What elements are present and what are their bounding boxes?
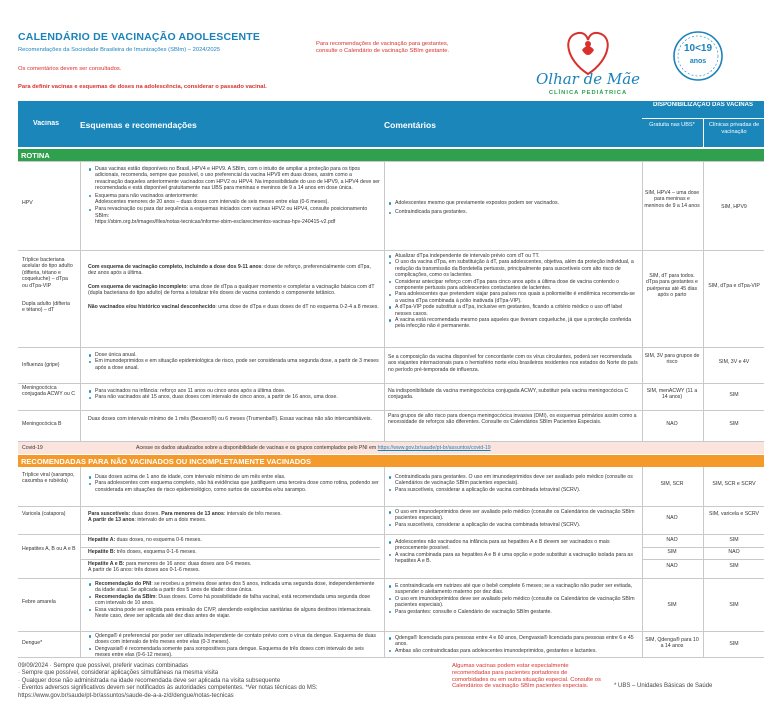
hepatite-a-gratuita: NÃO (666, 537, 678, 543)
influenza-scheme-1: Dose única anual. (88, 352, 380, 358)
menb-gratuita: NÃO (666, 421, 678, 427)
triplice-gratuita: SIM, dT para todos. dTpa para gestantes e puérperas até 45 dias após o parto (646, 273, 698, 299)
dengue-comment-1: Qdenga® licenciada para pessoas entre 4 e 60 anos, Dengvaxia® licenciada para pessoas entre 6 e 45 anos. (388, 635, 638, 648)
triplice-viral-comment-1: Contraindicada para gestantes. O uso em imunodeprimidos deve ser avaliado pelo médico (consulte os Calendários de vacinação SBIm pacientes especiais). (388, 474, 638, 487)
influenza-comment: Se a composição da vacina disponível for concordante com os vírus circulantes, poderá ser recomendada aos viajantes internacionais para o hemisfério norte e/ou brasileiros residentes nos estados do Norte do país no período pré-temporada de influenza. (388, 354, 638, 373)
badge-age: 10<19 (683, 43, 713, 54)
varicela-scheme-1-bold: Para suscetíveis: (88, 511, 131, 517)
hepatite-ab-gratuita: NÃO (666, 563, 678, 569)
menacwy-scheme-2: Para não vacinados até 15 anos, duas doses com intervalo de cinco anos, a partir de 16 anos, uma dose. (88, 394, 380, 400)
col-gratuita: Gratuita nas UBS* (649, 122, 695, 128)
febre-scheme-2-bold: Recomendação da SBIm (95, 593, 156, 600)
footer-line-4: · Eventos adversos significativos devem ser notificados às autoridades competentes. *Ver notas técnicas do MS: (18, 685, 318, 692)
row-divider (18, 347, 764, 348)
varicela-scheme-1-text2: : intervalo de três meses. (223, 511, 282, 517)
dengue-gratuita: SIM, Qdenga® para 10 a 14 anos (645, 637, 699, 650)
row-divider (18, 410, 764, 411)
sub-row-divider (80, 547, 380, 548)
febre-gratuita: SIM (667, 602, 677, 608)
hepatite-b-scheme (88, 549, 380, 555)
triplice-viral-scheme-1: Duas doses acima de 1 ano de idade, com intervalo mínimo de um mês entre elas. (88, 474, 380, 480)
hepatite-ab-scheme (88, 561, 380, 574)
febre-privada: SIM (729, 602, 739, 608)
menacwy-privada: SIM (729, 392, 739, 398)
varicela-gratuita: NÃO (666, 515, 678, 521)
dengue-comments (388, 635, 638, 654)
febre-comment-1: É contraindicada em nutrizes até que o bebê complete 6 meses; se a vacinação não puder ser evitada, suspender o aleitamento materno por dez dias. (388, 583, 638, 596)
col-divider (384, 161, 385, 442)
page-subtitle: Recomendações da Sociedade Brasileira de Imunizações (SBIm) – 2024/2025 (18, 47, 221, 53)
logo-subtitle: CLÍNICA PEDIÁTRICA (548, 90, 628, 96)
gestantes-note-line2: consulte o Calendário de vacinação SBIm gestante. (316, 48, 450, 54)
col-divider (703, 467, 704, 657)
footer-line-2: · Sempre que possível, considerar aplicações simultâneas na mesma visita (18, 670, 219, 677)
hepatites-comment-1: Adolescentes não vacinados na infância para as hepatites A e B devem ser vacinados o mais precocemente possível. (388, 539, 638, 552)
influenza-scheme-2: Em imunodeprimidos e em situação epidemiológica de risco, pode ser considerada uma segunda dose, a partir de 3 meses após a dose anual. (88, 358, 380, 371)
dengue-comment-2: Ambas são contraindicadas para adolescentes imunodeprimidos, gestantes e lactantes. (388, 648, 638, 654)
hepatite-ab-text: para menores de 16 anos: duas doses aos 0-6 meses. (125, 561, 252, 567)
hepatite-a-label: Hepatite A: (88, 537, 116, 543)
row-divider (18, 534, 764, 535)
hepatites-comment-2: A vacina combinada para as hepatites A e B é uma opção e pode substituir a vacinação isolada para as hepatites A e B. (388, 552, 638, 565)
vaccine-triplice (22, 257, 74, 314)
row-divider (18, 441, 764, 442)
col-divider (642, 161, 643, 442)
clinic-logo (526, 24, 650, 110)
triplice-scheme-2-text: : uma dose de dTpa a qualquer momento e completar a vacinação básica com dT (dupla bacteriana do tipo adulto) de forma a totalizar três doses de vacina contendo o componente tetânico. (88, 283, 375, 297)
dengue-privada: SIM (729, 641, 739, 647)
febre-comment-2: O uso em imunodeprimidos deve ser avaliado pelo médico (consulte os Calendários de vacinação SBIm pacientes especiais). (388, 596, 638, 609)
gestantes-note (316, 41, 516, 55)
logo-text: Olhar de Mãe (535, 70, 641, 88)
febre-scheme-3: Essa vacina pode ser exigida para emissão do CIVP, atendendo exigências sanitárias de alguns destinos internacionais. Neste caso, deve ser aplicada até dez dias antes de viajar. (88, 607, 380, 620)
age-badge (672, 30, 724, 82)
triplice-viral-privada: SIM, SCR e SCRV (712, 481, 756, 487)
varicela-scheme-2 (88, 517, 380, 523)
vaccine-febre-amarela: Febre amarela (22, 599, 56, 605)
triplice-scheme-1 (88, 264, 380, 277)
varicela-comment-1: O uso em imunodeprimidos deve ser avaliado pelo médico (consulte os Calendários de vacinação SBIm pacientes especiais). (388, 509, 638, 522)
hepatite-b-label: Hepatite B: (88, 549, 116, 555)
hepatite-b-text: três doses, esquema 0-1-6 meses. (116, 549, 197, 555)
age-badge-circle-icon (672, 30, 724, 82)
badge-unit: anos (689, 58, 707, 65)
comments-note: Os comentários devem ser consultados. (18, 66, 122, 72)
row-divider (18, 250, 764, 251)
dengue-scheme-1: Qdenga® é preferencial por poder ser utilizada independente de contato prévio com o vírus da dengue. Esquema de duas doses com intervalo de três meses entre elas (0-3 meses). (88, 633, 380, 646)
covid-info (136, 445, 636, 451)
triplice-scheme-1-text: : dose de reforço, preferencialmente com dTpa, dez anos após a última. (88, 264, 371, 277)
hpv-scheme-2a: Esquema para não vacinados anteriormente: (95, 192, 199, 199)
triplice-scheme-3 (88, 304, 380, 310)
section-rotina: ROTINA (18, 149, 764, 161)
menb-privada: SIM (729, 421, 739, 427)
triplice-comment-5: A dTpa-VIP pode substituir a dTpa, inclusive em gestantes, ficando a critério médico o uso off label nesses casos. (388, 304, 638, 317)
footer-link-notas-tecnicas[interactable]: https://www.gov.br/saude/pt-br/assuntos/saude-de-a-a-z/d/dengue/notas-tecnicas (18, 692, 234, 699)
menacwy-scheme-1: Para vacinados na infância: reforço aos 11 anos ou cinco anos após a última dose. (88, 388, 380, 394)
row-divider (18, 506, 764, 507)
hepatites-comments (388, 539, 638, 565)
row-divider (18, 578, 764, 579)
hepatite-a-text: duas doses, no esquema 0-6 meses. (116, 537, 202, 543)
triplice-schemes (88, 264, 380, 310)
hepatite-a-scheme (88, 537, 380, 543)
hepatite-ab-label: Hepatite A e B: (88, 561, 125, 567)
vaccine-covid: Covid-19 (22, 445, 43, 451)
hpv-gratuita: SIM, HPV4 – uma dose para meninas e meninos de 9 a 14 anos (644, 190, 700, 209)
vaccine-dt-name: Dupla adulto (difteria e tétano) – dT (22, 301, 70, 314)
hpv-privada: SIM, HPV9 (721, 204, 747, 210)
varicela-schemes (88, 511, 380, 524)
col-esquemas: Esquemas e recomendações (80, 120, 197, 130)
menb-scheme: Duas doses com intervalo mínimo de 1 mês (Bexsero®) ou 6 meses (Trumenba®). Essas vacinas não são intercambiáveis. (88, 416, 372, 422)
triplice-comment-4: Para adolescentes que pretendem viajar para países nos quais a poliomielite é endêmica recomenda-se a vacina dTpa combinada à pólio inativada (dTpa-VIP). (388, 291, 638, 304)
section-recomendadas: RECOMENDADAS PARA NÃO VACINADOS OU INCOMPLETAMENTE VACINADOS (18, 455, 764, 467)
triplice-viral-gratuita: SIM, SCR (660, 481, 684, 487)
varicela-scheme-2-bold: A partir de 13 anos (88, 517, 135, 524)
triplice-scheme-2 (88, 284, 380, 297)
febre-scheme-2 (88, 594, 380, 607)
col-vacinas: Vacinas (32, 120, 60, 127)
febre-comments (388, 583, 638, 615)
row-divider (18, 161, 764, 162)
triplice-comment-1: Atualizar dTpa independente de intervalo prévio com dT ou TT. (388, 253, 638, 259)
triplice-scheme-3-text: : uma dose de dTpa e duas doses de dT no esquema 0-2-4 a 8 meses. (215, 303, 379, 310)
febre-scheme-1 (88, 581, 380, 594)
menacwy-schemes (88, 388, 380, 401)
varicela-scheme-2-text: : intervalo de um a dois meses. (134, 517, 207, 524)
dengue-schemes (88, 633, 380, 659)
vaccine-triplice-viral: Tríplice viral (sarampo, caxumba e rubéola) (22, 472, 75, 485)
footer-line-1: 09/09/2024 · Sempre que possível, preferir vacinas combinadas (18, 663, 189, 669)
menb-comment: Para grupos de alto risco para doença meningocócica invasiva (DMI), os esquemas primários assim como a necessidade de reforços são diferentes. Consulte os Calendários SBIm Pacientes Especiais. (388, 413, 637, 426)
febre-scheme-1-bold: Recomendação do PNI (95, 581, 152, 587)
hepatite-b-gratuita: SIM (667, 549, 677, 555)
hepatite-b-privada: NÃO (728, 549, 740, 555)
vaccine-influenza: Influenza (gripe) (22, 362, 60, 368)
hpv-comment-1: Adolescentes mesmo que previamente expostos podem ser vacinados. (388, 200, 638, 206)
col-divider (703, 161, 704, 442)
varicela-comments (388, 509, 638, 528)
triplice-scheme-1-bold: Com esquema de vacinação completo, incluindo a dose dos 9-11 anos (88, 264, 262, 270)
hpv-scheme-3a: Para revacinação ou para dar sequência a esquemas iniciados com vacinas HPV2 ou HPV4, consulte posicionamento SBIm: (95, 206, 368, 219)
col-comentarios: Comentários (384, 120, 436, 130)
triplice-viral-scheme-2: Para adolescentes com esquema completo, não há evidências que justifiquem uma terceira dose como rotina, podendo ser considerada em situações de risco epidemiológico, como surtos de caxumba e/ou sarampo. (88, 480, 380, 493)
menacwy-comment: Na indisponibilidade da vacina meningocócica conjugada ACWY, substituir pela vacina meningocócica C conjugada. (388, 388, 629, 401)
col-disponibilizacao: DISPONIBILIZAÇÃO DAS VACINAS (653, 102, 753, 108)
vaccine-hepatites: Hepatites A, B ou A e B (22, 546, 76, 552)
hpv-posicionamento-link[interactable]: https://sbim.org.br/images/files/notas-tecnicas/informe-sbim-esclarecimentos-vacinas-hpv-240415-v2.pdf (95, 219, 336, 226)
febre-schemes (88, 581, 380, 619)
footer-special-note: Algumas vacinas podem estar especialmente recomendadas para pacientes portadores de comorbidades ou em outra situação especial. Consulte os Calendários de vacinação SBIm pacientes especiais. (452, 663, 601, 690)
page-title: CALENDÁRIO DE VACINAÇÃO ADOLESCENTE (18, 31, 261, 43)
hpv-scheme-2b: Adolescentes menores de 20 anos – duas doses com intervalo de seis meses entre elas (0-6 meses). (95, 199, 329, 206)
varicela-scheme-1-bold2: Para menores de 13 anos (161, 511, 224, 517)
hpv-comments (388, 200, 638, 216)
febre-scheme-2-text: : Duas doses. Como há possibilidade de falha vacinal, está recomendada uma segunda dose com intervalo de 10 anos. (95, 593, 371, 607)
vaccine-menb: Meningocócica B (22, 421, 62, 427)
hpv-scheme-2 (88, 193, 380, 206)
col-divider (80, 467, 81, 657)
influenza-schemes (88, 352, 380, 371)
vaccine-varicela: Varicela (catapora) (22, 511, 66, 517)
vaccine-dengue: Dengue* (22, 640, 43, 646)
row-divider (18, 657, 764, 658)
dengue-scheme-2: Dengvaxia® é recomendada somente para soropositivos para dengue. Esquema de três doses com intervalo de seis meses entre elas (0-6-12 meses). (88, 646, 380, 659)
triplice-comment-2: O uso da vacina dTpa, em substituição à dT, para adolescentes, objetiva, além da proteção individual, a redução da transmissão da Bordetella pertussis, principalmente para suscetíveis com alto risco de complicações, como os lactentes. (388, 259, 638, 278)
covid-link[interactable]: https://www.gov.br/saude/pt-br/assuntos/covid-19 (377, 445, 491, 451)
footer-ubs-note: * UBS – Unidades Básicas de Saúde (614, 683, 713, 689)
vaccine-dtpa-name: Tríplice bacteriana acelular do tipo adulto (difteria, tétano e coqueluche) – dTpa ou dTpa-VIP (22, 257, 73, 289)
hepatite-ab-text2: A partir de 16 anos: três doses aos 0-1-6 meses. (88, 567, 200, 574)
footer-notes (18, 663, 438, 700)
gestantes-note-line1: Para recomendações de vacinação para gestantes, (316, 41, 449, 47)
vaccine-menacwy: Meningocócica conjugada ACWY ou C (22, 385, 75, 398)
triplice-comment-6: A vacina está recomendada mesmo para aqueles que tiveram coqueluche, já que a proteção conferida pela infecção não é permanente. (388, 317, 638, 330)
varicela-privada: SIM, varicela e SCRV (708, 511, 760, 517)
sub-row-divider (80, 559, 380, 560)
varicela-comment-2: Para suscetíveis, considerar a aplicação de vacina combinada tetraviral (SCRV). (388, 522, 638, 528)
hepatite-ab-privada: SIM (729, 563, 739, 569)
hpv-scheme-3 (88, 206, 380, 225)
covid-text: Acesse os dados atualizados sobre a disponibilidade de vacinas e os grupos contemplados pelo PNI em (136, 445, 377, 451)
triplice-scheme-2-bold: Com esquema de vacinação incompleto (88, 283, 187, 290)
col-privadas: Clínicas privadas de vacinação (708, 122, 760, 135)
varicela-scheme-1-text: duas doses. (131, 511, 160, 517)
influenza-gratuita: SIM, 3V para grupos de risco (644, 353, 700, 366)
vaccine-hpv: HPV (22, 200, 33, 206)
heart-logo-icon (526, 24, 650, 110)
triplice-viral-comment-2: Para suscetíveis, considerar a aplicação de vacina combinada tetraviral (SCRV). (388, 487, 638, 493)
febre-scheme-1-text: : se recebeu a primeira dose antes dos 5 anos, indicada uma segunda dose, independentemente da idade atual. Se aplicada a partir dos 5 anos de idade: dose única. (95, 581, 375, 594)
hpv-scheme-1: Duas vacinas estão disponíveis no Brasil, HPV4 e HPV9. A SBIm, com o intuito de ampliar a proteção para os tipos adicionais, recomenda, sempre que possível, o uso preferencial da vacina HPV9 em duas doses, assim como a revacinação daqueles anteriormente vacinados com HPV2 ou HPV4. Na impossibilidade do uso de HPV9, a HPV4 deve ser recomendada e está disponível gratuitamente nas UBS para meninas e meninos de 9 a 14 anos em dose única. (88, 166, 380, 192)
prior-vaccination-note: Para definir vacinas e esquemas de doses na adolescência, considerar o passado vacinal. (18, 84, 267, 90)
triplice-privada: SIM, dTpa e dTpa-VIP (708, 283, 760, 289)
col-divider (384, 467, 385, 657)
triplice-viral-comments (388, 474, 638, 493)
row-divider (18, 383, 764, 384)
hpv-schemes (88, 166, 380, 226)
col-divider (80, 161, 81, 442)
febre-comment-3: Para gestantes: consulte o Calendário de vacinação SBIm gestante. (388, 609, 638, 615)
hepatite-a-privada: SIM (729, 537, 739, 543)
col-divider (642, 467, 643, 657)
triplice-viral-schemes (88, 474, 380, 493)
triplice-scheme-3-bold: Não vacinados e/ou histórico vacinal desconhecido (88, 303, 216, 310)
vaccination-table (18, 101, 764, 657)
menacwy-gratuita: SIM, menACWY (11 a 14 anos) (646, 388, 698, 401)
footer-line-3: · Qualquer dose não administrada na idade recomendada deve ser aplicada na visita subsequente (18, 677, 281, 684)
triplice-comment-3: Considerar antecipar reforço com dTpa para cinco anos após a última dose de vacina contendo o componente pertussis para adolescentes contactantes de lactentes. (388, 279, 638, 292)
row-divider (18, 631, 764, 632)
triplice-comments (388, 253, 638, 330)
header-divider-v (703, 118, 704, 147)
influenza-privada: SIM, 3V e 4V (718, 359, 750, 365)
hpv-comment-2: Contraindicada para gestantes. (388, 209, 638, 215)
